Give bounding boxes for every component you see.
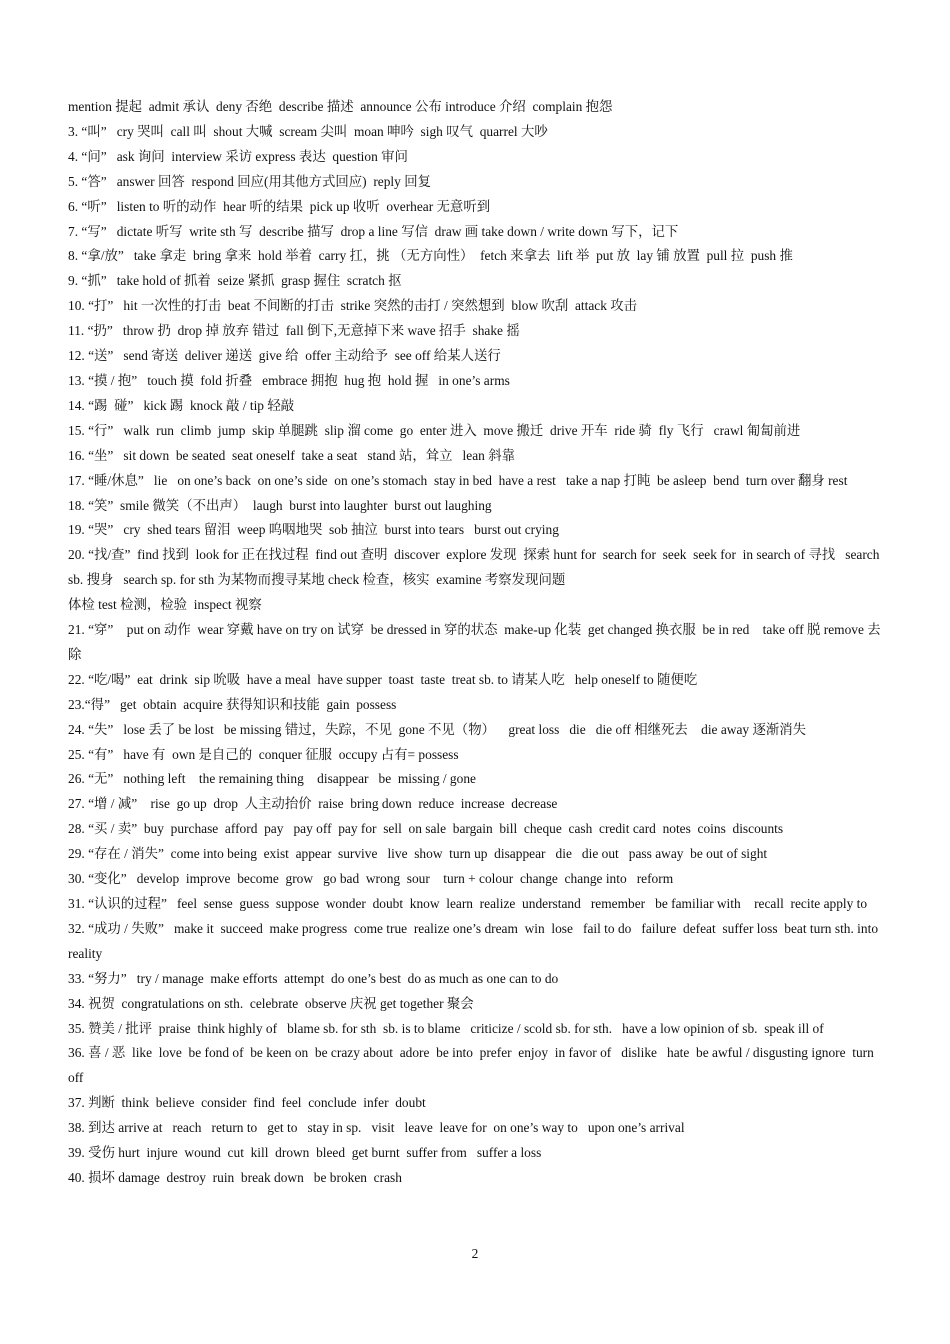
- text-line: 体检 test 检测，检验 inspect 视察: [68, 597, 262, 613]
- text-line: 4. “问” ask 询问 interview 采访 express 表达 question 审问: [68, 148, 408, 164]
- text-line: 30. “变化” develop improve become grow go bad wrong sour turn + colour change change into reform: [68, 871, 674, 887]
- document-body: [68, 95, 882, 1191]
- text-line: 13. “摸 / 抱” touch 摸 fold 折叠 embrace 拥抱 hug 抱 hold 握 in one’s arms: [68, 372, 510, 388]
- text-line: 10. “打” hit 一次性的打击 beat 不间断的打击 strike 突然的击打 / 突然想到 blow 吹刮 attack 攻击: [68, 298, 638, 314]
- text-line: 28. “买 / 卖” buy purchase afford pay pay off pay for sell on sale bargain bill cheque cash credit card notes coins discounts: [68, 821, 784, 837]
- text-line: 25. “有” have 有 own 是自己的 conquer 征服 occupy 占有= possess: [68, 746, 459, 762]
- text-line: 12. “送” send 寄送 deliver 递送 give 给 offer 主动给予 see off 给某人送行: [68, 348, 501, 364]
- text-line: 5. “答” answer 回答 respond 回应(用其他方式回应) reply 回复: [68, 173, 431, 189]
- text-line: 8. “拿/放” take 拿走 bring 拿来 hold 举着 carry 扛，挑 （无方向性） fetch 来拿去 lift 举 put 放 lay 铺 放置 pull 拉 push 推: [68, 248, 793, 264]
- text-line: 22. “吃/喝” eat drink sip 吮吸 have a meal have supper toast taste treat sb. to 请某人吃 help oneself to 随便吃: [68, 671, 698, 687]
- text-line: 37. 判断 think believe consider find feel conclude infer doubt: [68, 1095, 426, 1111]
- text-line: 16. “坐” sit down be seated seat oneself take a seat stand 站，耸立 lean 斜靠: [68, 447, 515, 463]
- text-line: 11. “扔” throw 扔 drop 掉 放弃 错过 fall 倒下,无意掉下来 wave 招手 shake 摇: [68, 323, 520, 339]
- text-line: 24. “失” lose 丢了 be lost be missing 错过，失踪，不见 gone 不见（物） great loss die die off 相继死去 die away 逐渐消失: [68, 721, 807, 737]
- text-line: 14. “踢 碰” kick 踢 knock 敲 / tip 轻敲: [68, 397, 295, 413]
- text-line: 39. 受伤 hurt injure wound cut kill drown bleed get burnt suffer from suffer a loss: [68, 1145, 542, 1161]
- text-line: 38. 到达 arrive at reach return to get to stay in sp. visit leave leave for on one’s way to upon one’s arrival: [68, 1120, 685, 1136]
- text-line: 3. “叫” cry 哭叫 call 叫 shout 大喊 scream 尖叫 moan 呻吟 sigh 叹气 quarrel 大吵: [68, 123, 548, 139]
- text-line: 26. “无” nothing left the remaining thing disappear be missing / gone: [68, 771, 476, 787]
- text-line: 36. 喜 / 恶 like love be fond of be keen on be crazy about adore be into prefer enjoy in favor of dislike hate be awful / disgusting ignore turn off: [68, 1045, 878, 1086]
- text-line: 9. “抓” take hold of 抓着 seize 紧抓 grasp 握住 scratch 抠: [68, 273, 402, 289]
- text-line: 27. “增 / 减” rise go up drop 人主动抬价 raise bring down reduce increase decrease: [68, 796, 558, 812]
- text-line: 33. “努力” try / manage make efforts attempt do one’s best do as much as one can to do: [68, 970, 559, 986]
- text-line: 32. “成功 / 失败” make it succeed make progress come true realize one’s dream win lose fail to do failure defeat suffer loss beat turn sth. into reality: [68, 920, 882, 961]
- text-line: 15. “行” walk run climb jump skip 单腿跳 slip 溜 come go enter 进入 move 搬迁 drive 开车 ride 骑 fly 飞行 crawl 匍匐前进: [68, 422, 801, 438]
- text-line: 29. “存在 / 消失” come into being exist appear survive live show turn up disappear die die out pass away be out of sight: [68, 846, 768, 862]
- text-line: mention 提起 admit 承认 deny 否绝 describe 描述 announce 公布 introduce 介绍 complain 抱怨: [68, 99, 613, 114]
- text-line: 18. “笑” smile 微笑（不出声） laugh burst into laughter burst out laughing: [68, 497, 492, 513]
- text-line: 6. “听” listen to 听的动作 hear 听的结果 pick up 收听 overhear 无意听到: [68, 198, 491, 214]
- page-number: 2: [471, 1246, 479, 1261]
- text-line: 21. “穿” put on 动作 wear 穿戴 have on try on 试穿 be dressed in 穿的状态 make-up 化装 get changed 换衣服 be in red take off 脱 remove 去除: [68, 622, 881, 662]
- text-line: 17. “睡/休息” lie on one’s back on one’s side on one’s stomach stay in bed have a rest take a nap 打盹 be asleep bend turn over 翻身 rest: [68, 472, 848, 488]
- text-line: 20. “找/查” find 找到 look for 正在找过程 find out 查明 discover explore 发现 探索 hunt for search for seek seek for in search of 寻找 search sb. 搜身 search sp. for sth 为某物而搜寻某地 check 检查，核实 examine 考察发现问题: [68, 547, 883, 588]
- text-line: 40. 损坏 damage destroy ruin break down be broken crash: [68, 1169, 402, 1185]
- text-line: 19. “哭” cry shed tears 留泪 weep 呜咽地哭 sob 抽泣 burst into tears burst out crying: [68, 522, 559, 538]
- text-line: 23.“得” get obtain acquire 获得知识和技能 gain possess: [68, 696, 397, 712]
- text-line: 34. 祝贺 congratulations on sth. celebrate observe 庆祝 get together 聚会: [68, 995, 474, 1011]
- text-line: 7. “写” dictate 听写 write sth 写 describe 描写 drop a line 写信 draw 画 take down / write down 写下，记下: [68, 223, 679, 239]
- text-line: 35. 赞美 / 批评 praise think highly of blame sb. for sth sb. is to blame criticize / scold sb. for sth. have a low opinion of sb. speak ill of: [68, 1020, 824, 1036]
- text-line: 31. “认识的过程” feel sense guess suppose wonder doubt know learn realize understand remember be familiar with recall recite apply to: [68, 896, 868, 911]
